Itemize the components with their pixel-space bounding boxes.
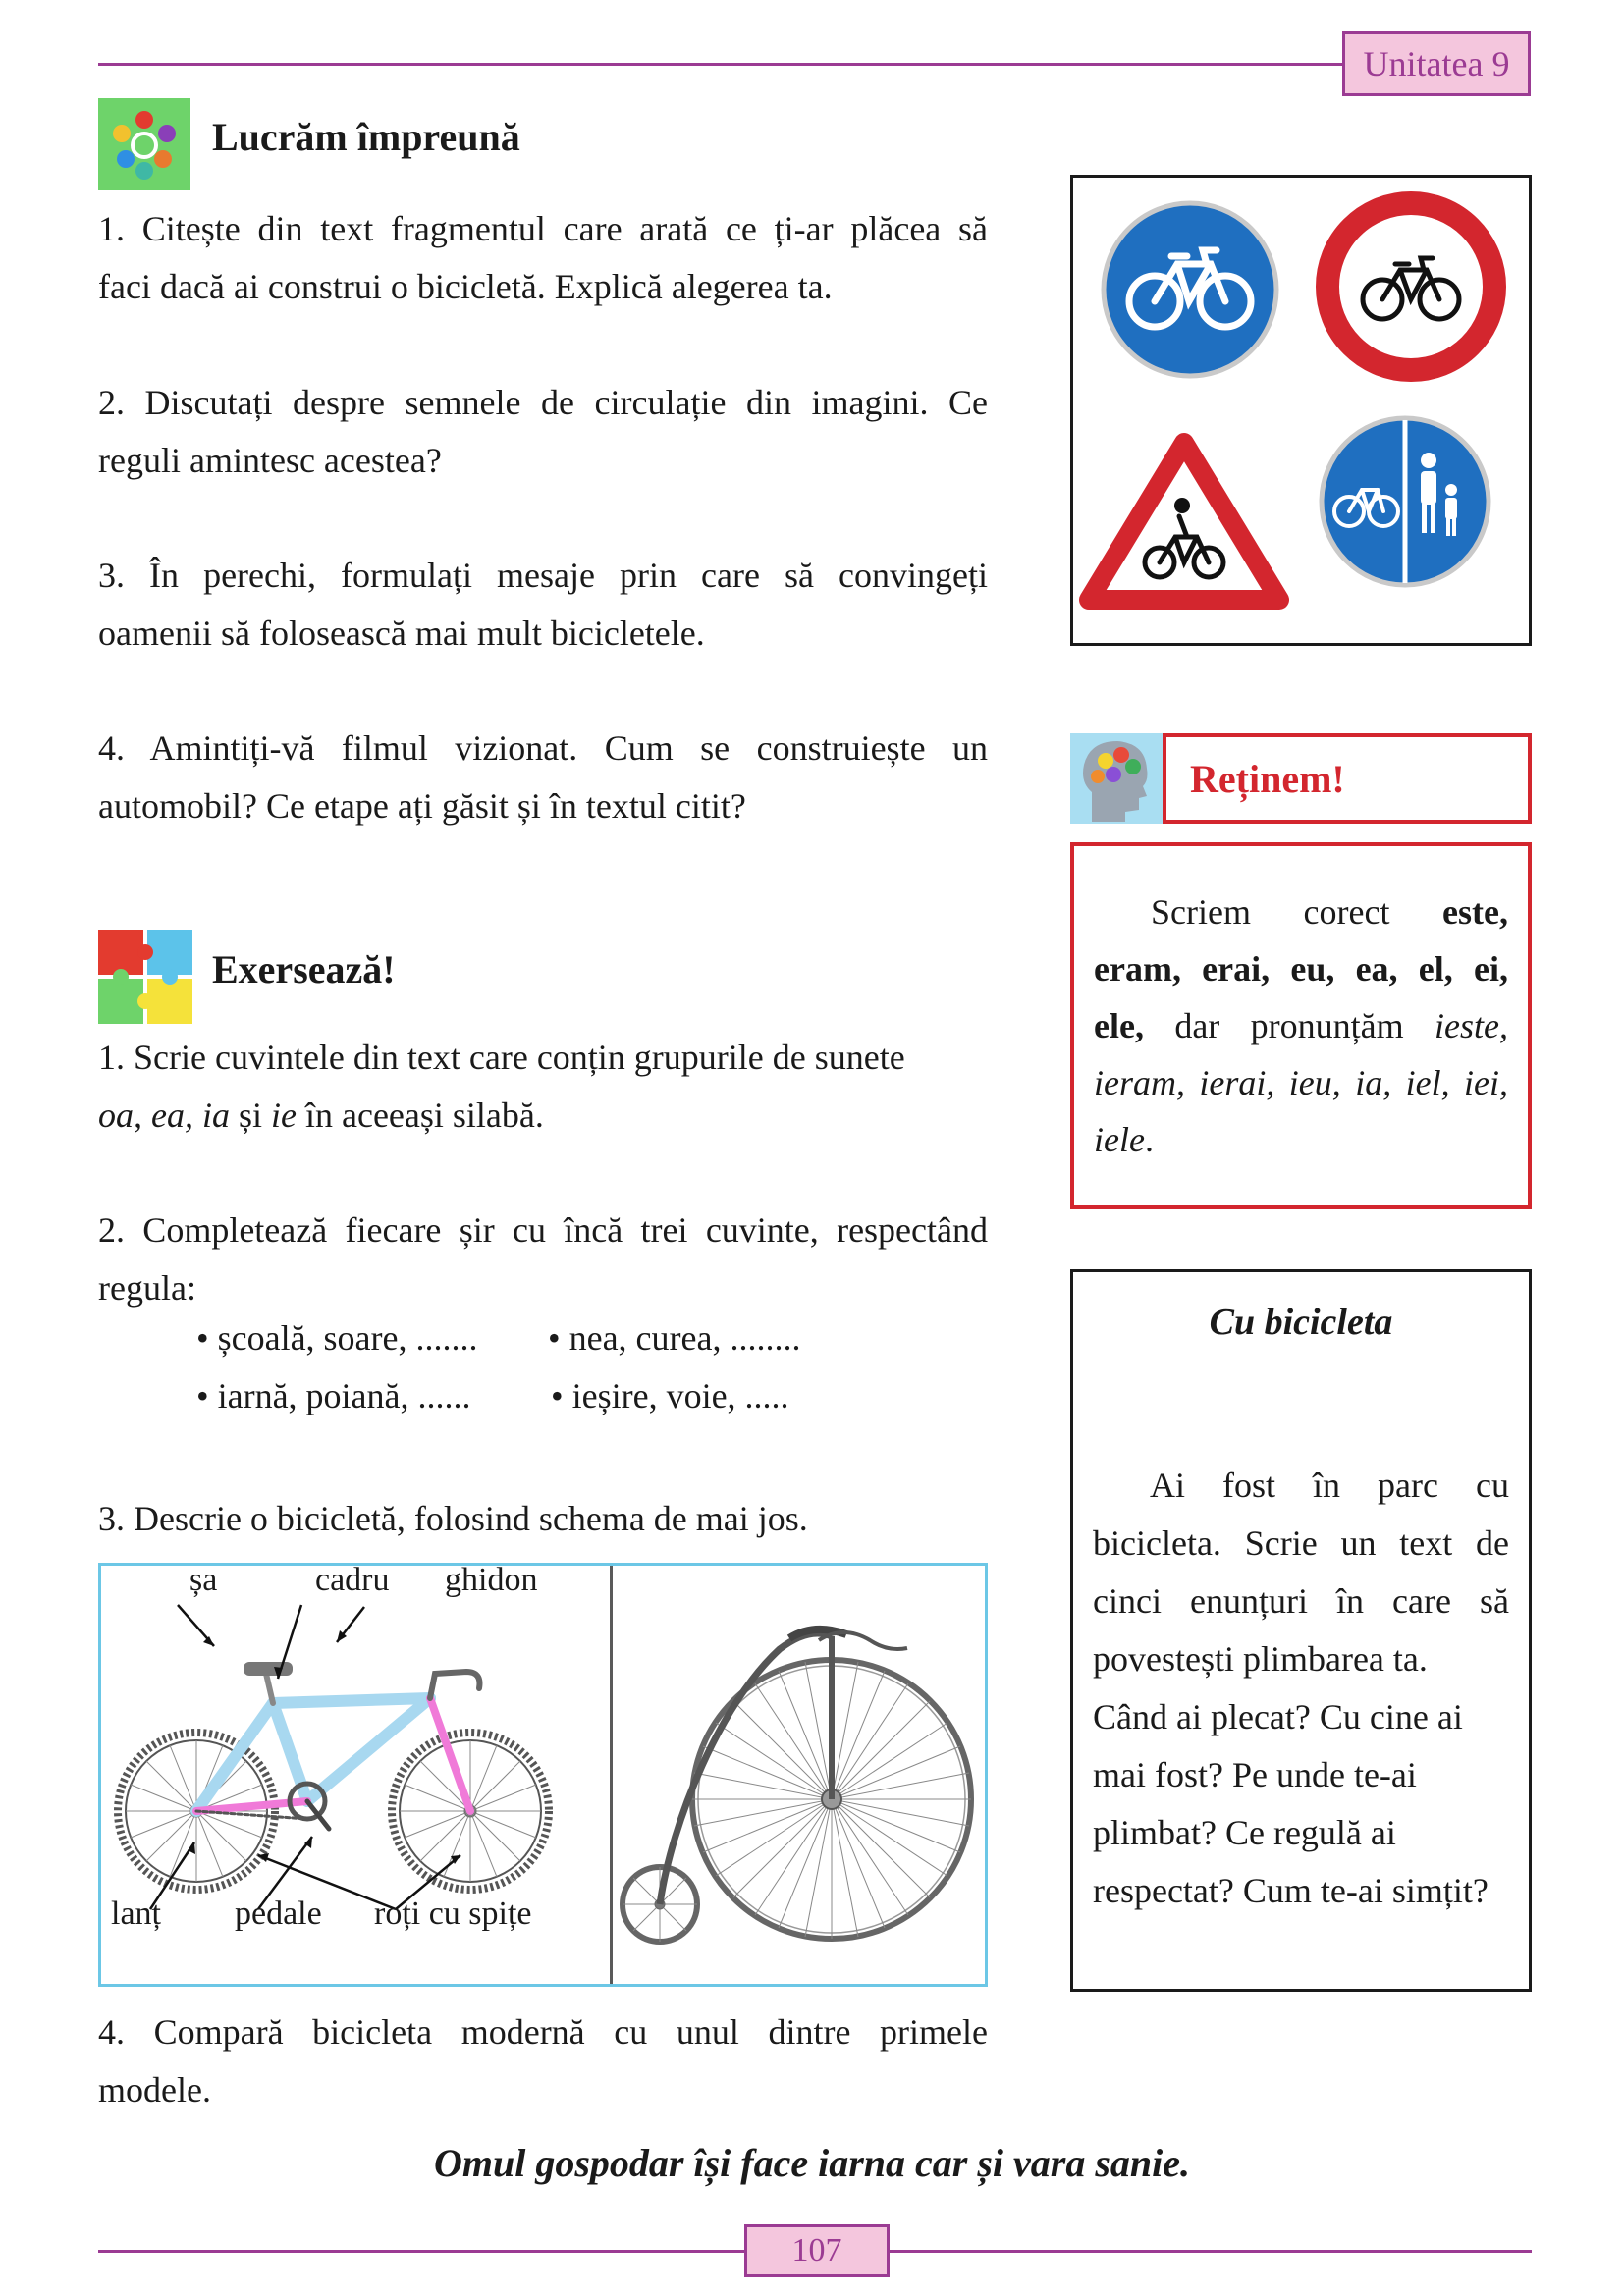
writing-task-body [1093, 1457, 1509, 1920]
word-corect: corect [1303, 892, 1390, 932]
penny-farthing-illustration [613, 1566, 988, 1984]
question-2-line-1: 2. Discutați despre semnele de circulație din imagini. Ce [98, 383, 988, 422]
task-text-line-2: bicicleta. Scrie un text de [1093, 1523, 1509, 1563]
word-ieste: ieste, [1435, 1006, 1508, 1045]
task-question-5: Cum te-ai simțit? [1242, 1871, 1489, 1910]
exercise-1-line-1: 1. Scrie cuvintele din text care conțin grupurile de sunete [98, 1038, 905, 1077]
word-ea: ea, [1355, 949, 1398, 988]
writing-task-box [1070, 1269, 1532, 1992]
question-4-line-2: automobil? Ce etape ați găsit și în textul citit? [98, 786, 746, 826]
header-rule [98, 63, 1342, 66]
footer-rule-left [98, 2250, 744, 2253]
word-eu: eu, [1290, 949, 1335, 988]
task-question-1: Când ai plecat? [1093, 1697, 1311, 1736]
question-1-line-2: faci dacă ai construi o bicicletă. Explică alegerea ta. [98, 267, 833, 306]
bicycle-diagram [98, 1563, 988, 1987]
word-el: el, [1418, 949, 1453, 988]
question-3-line-2: oamenii să folosească mai mult bicicletele. [98, 614, 705, 653]
puzzle-icon [98, 930, 192, 1024]
word-pronuntam: pronunțăm [1250, 1006, 1404, 1045]
bullet-nea: • nea, curea, ........ [548, 1318, 801, 1358]
word-este: este, [1442, 892, 1508, 932]
task-question-2: Cu cine ai mai fost? [1093, 1697, 1463, 1794]
rule-line-1 [1094, 883, 1508, 940]
bike-frame [196, 1662, 479, 1829]
exercise-1-end: în aceeași silabă. [304, 1095, 544, 1135]
question-1 [98, 200, 988, 316]
exercise-2 [98, 1201, 988, 1317]
word-erai: erai, [1202, 949, 1271, 988]
rule-line-3 [1094, 997, 1508, 1054]
unit-label: Unitatea 9 [1342, 31, 1531, 96]
retinem-rule-box [1070, 842, 1532, 1209]
conj-si: și [238, 1095, 262, 1135]
bicycle-path-sign-icon [1104, 203, 1276, 376]
word-iele: iele [1094, 1120, 1145, 1159]
proverb: Omul gospodar își face iarna car și vara sanie. [433, 2141, 1191, 2185]
question-2-line-2: reguli amintesc acestea? [98, 441, 442, 480]
exercise-4-line-2: modele. [98, 2070, 211, 2109]
question-3-line-1: 3. În perechi, formulați mesaje prin care să convingeți [98, 556, 988, 595]
section-title-exerseaza: Exersează! [212, 947, 396, 991]
question-4 [98, 720, 988, 835]
word-eram: eram, [1094, 949, 1181, 988]
bullet-iesire: • ieșire, voie, ..... [551, 1376, 789, 1415]
bullet-scoala: • școală, soare, ....... [196, 1318, 478, 1358]
word-scriem: Scriem [1151, 892, 1251, 932]
label-cadru: cadru [315, 1562, 390, 1598]
rule-line-2 [1094, 940, 1508, 997]
question-3 [98, 547, 988, 663]
sound-groups-1: oa, ea, ia [98, 1095, 230, 1135]
label-sa: șa [189, 1562, 218, 1598]
page-number: 107 [744, 2224, 890, 2277]
label-roti-cu-spite: roți cu spițe [374, 1896, 532, 1932]
question-1-line-1: 1. Citește din text fragmentul care arată ce ți-ar plăcea să [98, 209, 988, 248]
label-pedale: pedale [235, 1896, 322, 1932]
brain-head-icon [1070, 733, 1163, 824]
shared-path-sign-icon [1322, 418, 1489, 585]
exercise-4 [98, 2003, 988, 2119]
traffic-signs [1073, 178, 1529, 643]
exercise-1 [98, 1029, 988, 1145]
rule-end-dot: . [1144, 1120, 1154, 1159]
retinem-title: Reținem! [1163, 733, 1532, 824]
sound-groups-2: ie [271, 1095, 297, 1135]
task-text-line-1: Ai fost în parc cu [1150, 1466, 1509, 1505]
bullet-iarna: • iarnă, poiană, ...... [196, 1376, 471, 1415]
rule-line-4: ieram, ierai, ieu, ia, iel, iei, [1094, 1063, 1508, 1102]
exercise-3-line: 3. Descrie o bicicletă, folosind schema de mai jos. [98, 1499, 808, 1538]
task-question-3: Pe unde te-ai plimbat? [1093, 1755, 1417, 1852]
exercise-4-line-1: 4. Compară bicicleta modernă cu unul dintre primele [98, 2012, 988, 2052]
exercise-2-line-2: regula: [98, 1268, 196, 1308]
rule-line-5 [1094, 1111, 1508, 1168]
question-4-line-1: 4. Amintiți-vă filmul vizionat. Cum se construiește un [98, 728, 988, 768]
label-lant: lanț [111, 1896, 161, 1932]
task-question-4: Ce regulă ai respectat? [1093, 1813, 1396, 1910]
task-text-line-4: povestești plimbarea ta. [1093, 1639, 1428, 1679]
exercise-2-line-1: 2. Completează fiecare șir cu încă trei cuvinte, respectând [98, 1210, 988, 1250]
writing-task-title: Cu bicicleta [1209, 1302, 1393, 1343]
exercise-3 [98, 1490, 988, 1548]
label-ghidon: ghidon [445, 1562, 538, 1598]
teamwork-icon [98, 98, 190, 190]
no-bicycles-sign-icon [1327, 203, 1494, 370]
task-text-line-3: cinci enunțuri în care să [1093, 1581, 1509, 1621]
word-dar: dar [1174, 1006, 1220, 1045]
footer-rule-right [890, 2250, 1532, 2253]
cyclists-warning-sign-icon [1089, 443, 1279, 600]
section-title-lucram: Lucrăm împreună [212, 115, 520, 159]
word-ele: ele, [1094, 1006, 1144, 1045]
traffic-signs-box [1070, 175, 1532, 646]
question-2 [98, 374, 988, 490]
word-ei: ei, [1473, 949, 1508, 988]
modern-bicycle-illustration [101, 1566, 610, 1984]
exercise-1-line-2 [98, 1087, 988, 1145]
